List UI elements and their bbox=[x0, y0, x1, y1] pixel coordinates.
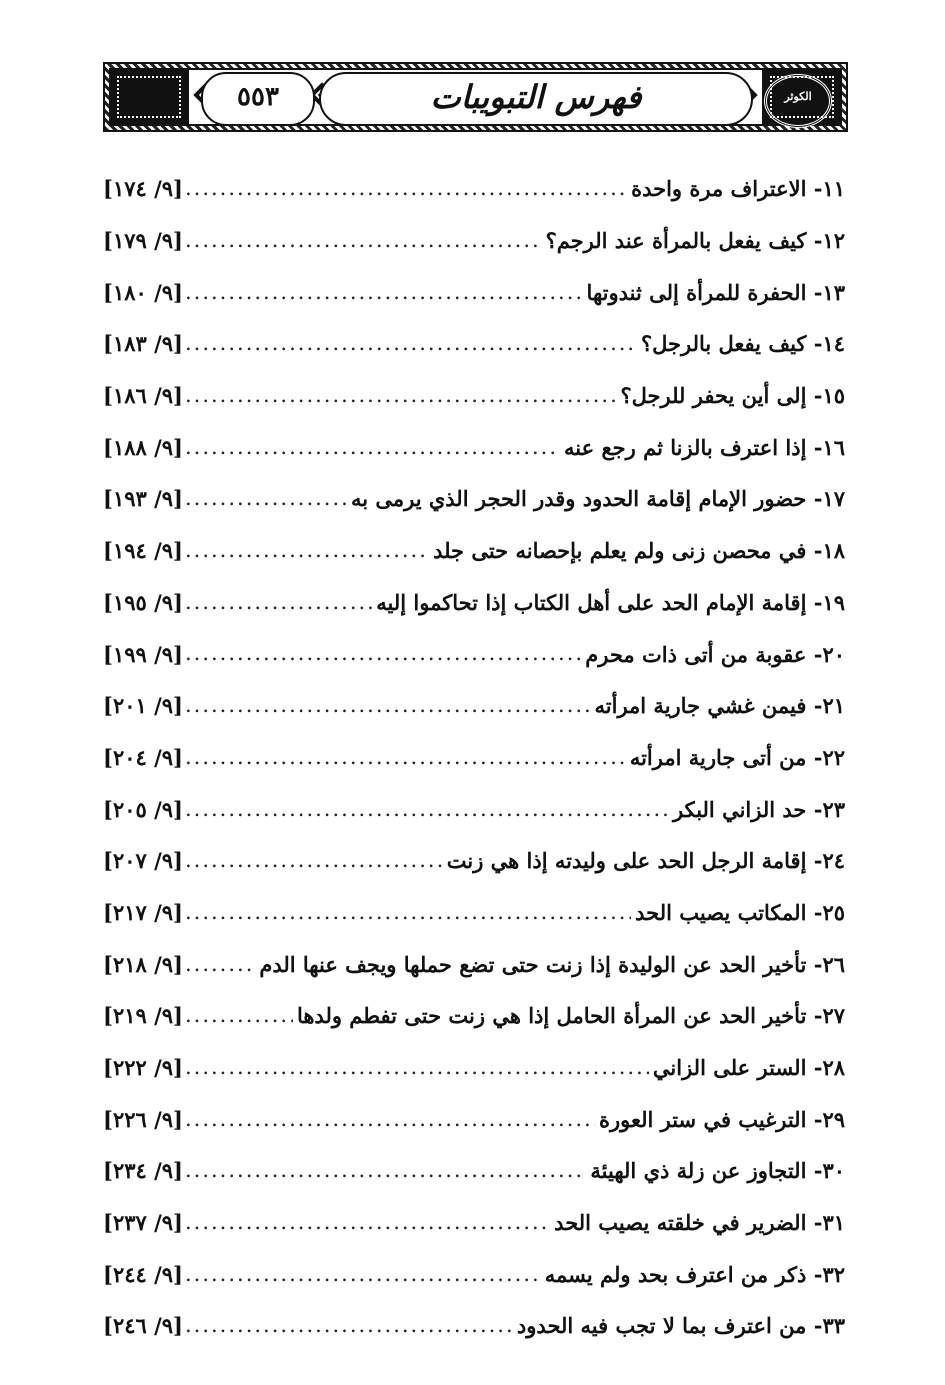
page-number-cartouche bbox=[201, 72, 315, 126]
toc-leader-dots bbox=[185, 1262, 541, 1287]
toc-entry-ref: [٩/ ١٧٩] bbox=[103, 228, 183, 254]
toc-entry-title: ٢٣- حد الزاني البكر bbox=[673, 796, 845, 822]
toc-entry-ref: [٩/ ١٨٣] bbox=[103, 331, 183, 357]
toc-entry-ref: [٩/ ٢٢٦] bbox=[103, 1106, 183, 1132]
toc-leader-dots bbox=[185, 280, 583, 305]
toc-entry bbox=[103, 370, 845, 422]
toc-entry-title: ٢٨- الستر على الزاني bbox=[652, 1055, 845, 1081]
toc-leader-dots bbox=[185, 797, 669, 822]
toc-entry-title: ١٤- كيف يفعل بالرجل؟ bbox=[640, 331, 845, 357]
toc-entry-title: ٢٤- إقامة الرجل الحد على وليدته إذا هي زنت bbox=[446, 848, 845, 874]
toc-entry bbox=[103, 266, 845, 318]
left-ornament-icon bbox=[109, 68, 189, 126]
toc-entry bbox=[103, 783, 845, 835]
publisher-seal-text: الكوثر bbox=[784, 90, 812, 103]
toc-entry-title: ٢٦- تأخير الحد عن الوليدة إذا زنت حتى تضع حملها ويجف عنها الدم bbox=[259, 951, 845, 977]
toc-entry-title: ١٥- إلى أين يحفر للرجل؟ bbox=[620, 383, 845, 409]
toc-leader-dots bbox=[185, 900, 631, 925]
toc-entry-ref: [٩/ ١٩٤] bbox=[103, 538, 183, 564]
toc-entry bbox=[103, 938, 845, 990]
toc-entry bbox=[103, 318, 845, 370]
toc-entry-title: ٣٢- ذكر من اعترف بحد ولم يسمه bbox=[544, 1261, 845, 1287]
toc-entry-ref: [٩/ ١٨٠] bbox=[103, 279, 183, 305]
toc-leader-dots bbox=[185, 1003, 293, 1028]
toc-leader-dots bbox=[185, 952, 255, 977]
toc-entry bbox=[103, 628, 845, 680]
toc-entry-ref: [٩/ ٢٠٤] bbox=[103, 744, 183, 770]
toc-entry bbox=[103, 1145, 845, 1197]
toc-entry-title: ١٦- إذا اعترف بالزنا ثم رجع عنه bbox=[564, 434, 845, 460]
toc-entry-ref: [٩/ ٢٢٢] bbox=[103, 1055, 183, 1081]
toc-entry-ref: [٩/ ٢٠١] bbox=[103, 693, 183, 719]
toc-entry-ref: [٩/ ٢٤٤] bbox=[103, 1261, 183, 1287]
toc-leader-dots bbox=[185, 228, 542, 253]
publisher-seal-icon bbox=[764, 74, 832, 128]
toc-entry-ref: [٩/ ٢١٧] bbox=[103, 899, 183, 925]
toc-entry bbox=[103, 1197, 845, 1249]
toc-entry-title: ٢١- فيمن غشي جارية امرأته bbox=[594, 693, 845, 719]
toc-entry-ref: [٩/ ٢١٨] bbox=[103, 951, 183, 977]
toc-entry bbox=[103, 473, 845, 525]
page-header bbox=[103, 62, 848, 132]
page-number: ٥٥٣ bbox=[237, 82, 279, 112]
toc-entry bbox=[103, 887, 845, 939]
toc-leader-dots bbox=[185, 1158, 586, 1183]
toc-entry-title: ١٨- في محصن زنى ولم يعلم بإحصانه حتى جلد bbox=[433, 538, 845, 564]
toc-entry-ref: [٩/ ٢٣٧] bbox=[103, 1210, 183, 1236]
toc-entry-ref: [٩/ ٢٣٤] bbox=[103, 1158, 183, 1184]
toc-leader-dots bbox=[185, 383, 617, 408]
toc-entry-title: ٣١- الضرير في خلقته يصيب الحد bbox=[554, 1210, 845, 1236]
toc-leader-dots bbox=[185, 1055, 649, 1080]
toc-entry-title: ١١- الاعتراف مرة واحدة bbox=[631, 176, 845, 202]
toc-entry-title: ١٩- إقامة الإمام الحد على أهل الكتاب إذا تحاكموا إليه bbox=[376, 589, 845, 615]
toc-leader-dots bbox=[185, 693, 591, 718]
toc-entry-ref: [٩/ ١٩٩] bbox=[103, 641, 183, 667]
toc-entry bbox=[103, 1300, 845, 1352]
toc-entry-title: ١٣- الحفرة للمرأة إلى ثندوتها bbox=[586, 279, 845, 305]
toc-leader-dots bbox=[185, 590, 372, 615]
toc-leader-dots bbox=[185, 641, 581, 666]
toc-leader-dots bbox=[185, 176, 627, 201]
toc-entry-ref: [٩/ ١٨٨] bbox=[103, 434, 183, 460]
toc-entry bbox=[103, 1248, 845, 1300]
toc-leader-dots bbox=[185, 435, 560, 460]
toc-entry bbox=[103, 421, 845, 473]
toc-leader-dots bbox=[185, 538, 429, 563]
toc-entry bbox=[103, 577, 845, 629]
toc-entry bbox=[103, 1042, 845, 1094]
toc-leader-dots bbox=[185, 848, 443, 873]
page-title: فهرس التبويبات bbox=[430, 78, 642, 116]
right-ornament-icon bbox=[762, 68, 842, 126]
toc-entry-title: ٢٠- عقوبة من أتى ذات محرم bbox=[585, 641, 845, 667]
toc-leader-dots bbox=[185, 331, 637, 356]
toc-entry-ref: [٩/ ١٩٣] bbox=[103, 486, 183, 512]
toc-entry-title: ٢٥- المكاتب يصيب الحد bbox=[635, 899, 845, 925]
toc-leader-dots bbox=[185, 1107, 595, 1132]
toc-leader-dots bbox=[185, 1313, 513, 1338]
title-cartouche bbox=[319, 72, 753, 126]
toc-entry bbox=[103, 163, 845, 215]
toc-entry bbox=[103, 1093, 845, 1145]
toc-entry-title: ٣٣- من اعترف بما لا تجب فيه الحدود bbox=[516, 1313, 845, 1339]
toc-entry-ref: [٩/ ٢٠٥] bbox=[103, 796, 183, 822]
toc-leader-dots bbox=[185, 745, 626, 770]
toc-entry-title: ٢٢- من أتى جارية امرأته bbox=[629, 744, 845, 770]
toc-entry-title: ١٧- حضور الإمام إقامة الحدود وقدر الحجر الذي يرمى به bbox=[350, 486, 845, 512]
toc-entry-ref: [٩/ ١٨٦] bbox=[103, 383, 183, 409]
toc-entry-ref: [٩/ ١٩٥] bbox=[103, 589, 183, 615]
toc-entry bbox=[103, 732, 845, 784]
toc-entry bbox=[103, 835, 845, 887]
toc-entry bbox=[103, 215, 845, 267]
toc-entry-ref: [٩/ ١٧٤] bbox=[103, 176, 183, 202]
toc-list bbox=[103, 163, 845, 1352]
toc-leader-dots bbox=[185, 1210, 550, 1235]
toc-entry bbox=[103, 525, 845, 577]
toc-entry bbox=[103, 680, 845, 732]
toc-entry bbox=[103, 990, 845, 1042]
toc-entry-title: ١٢- كيف يفعل بالمرأة عند الرجم؟ bbox=[545, 228, 845, 254]
toc-entry-ref: [٩/ ٢٠٧] bbox=[103, 848, 183, 874]
toc-entry-ref: [٩/ ٢٤٦] bbox=[103, 1313, 183, 1339]
toc-entry-title: ٢٩- الترغيب في ستر العورة bbox=[598, 1106, 845, 1132]
toc-leader-dots bbox=[185, 486, 347, 511]
toc-entry-title: ٣٠- التجاوز عن زلة ذي الهيئة bbox=[590, 1158, 845, 1184]
toc-entry-title: ٢٧- تأخير الحد عن المرأة الحامل إذا هي زنت حتى تفطم ولدها bbox=[296, 1003, 845, 1029]
toc-entry-ref: [٩/ ٢١٩] bbox=[103, 1003, 183, 1029]
